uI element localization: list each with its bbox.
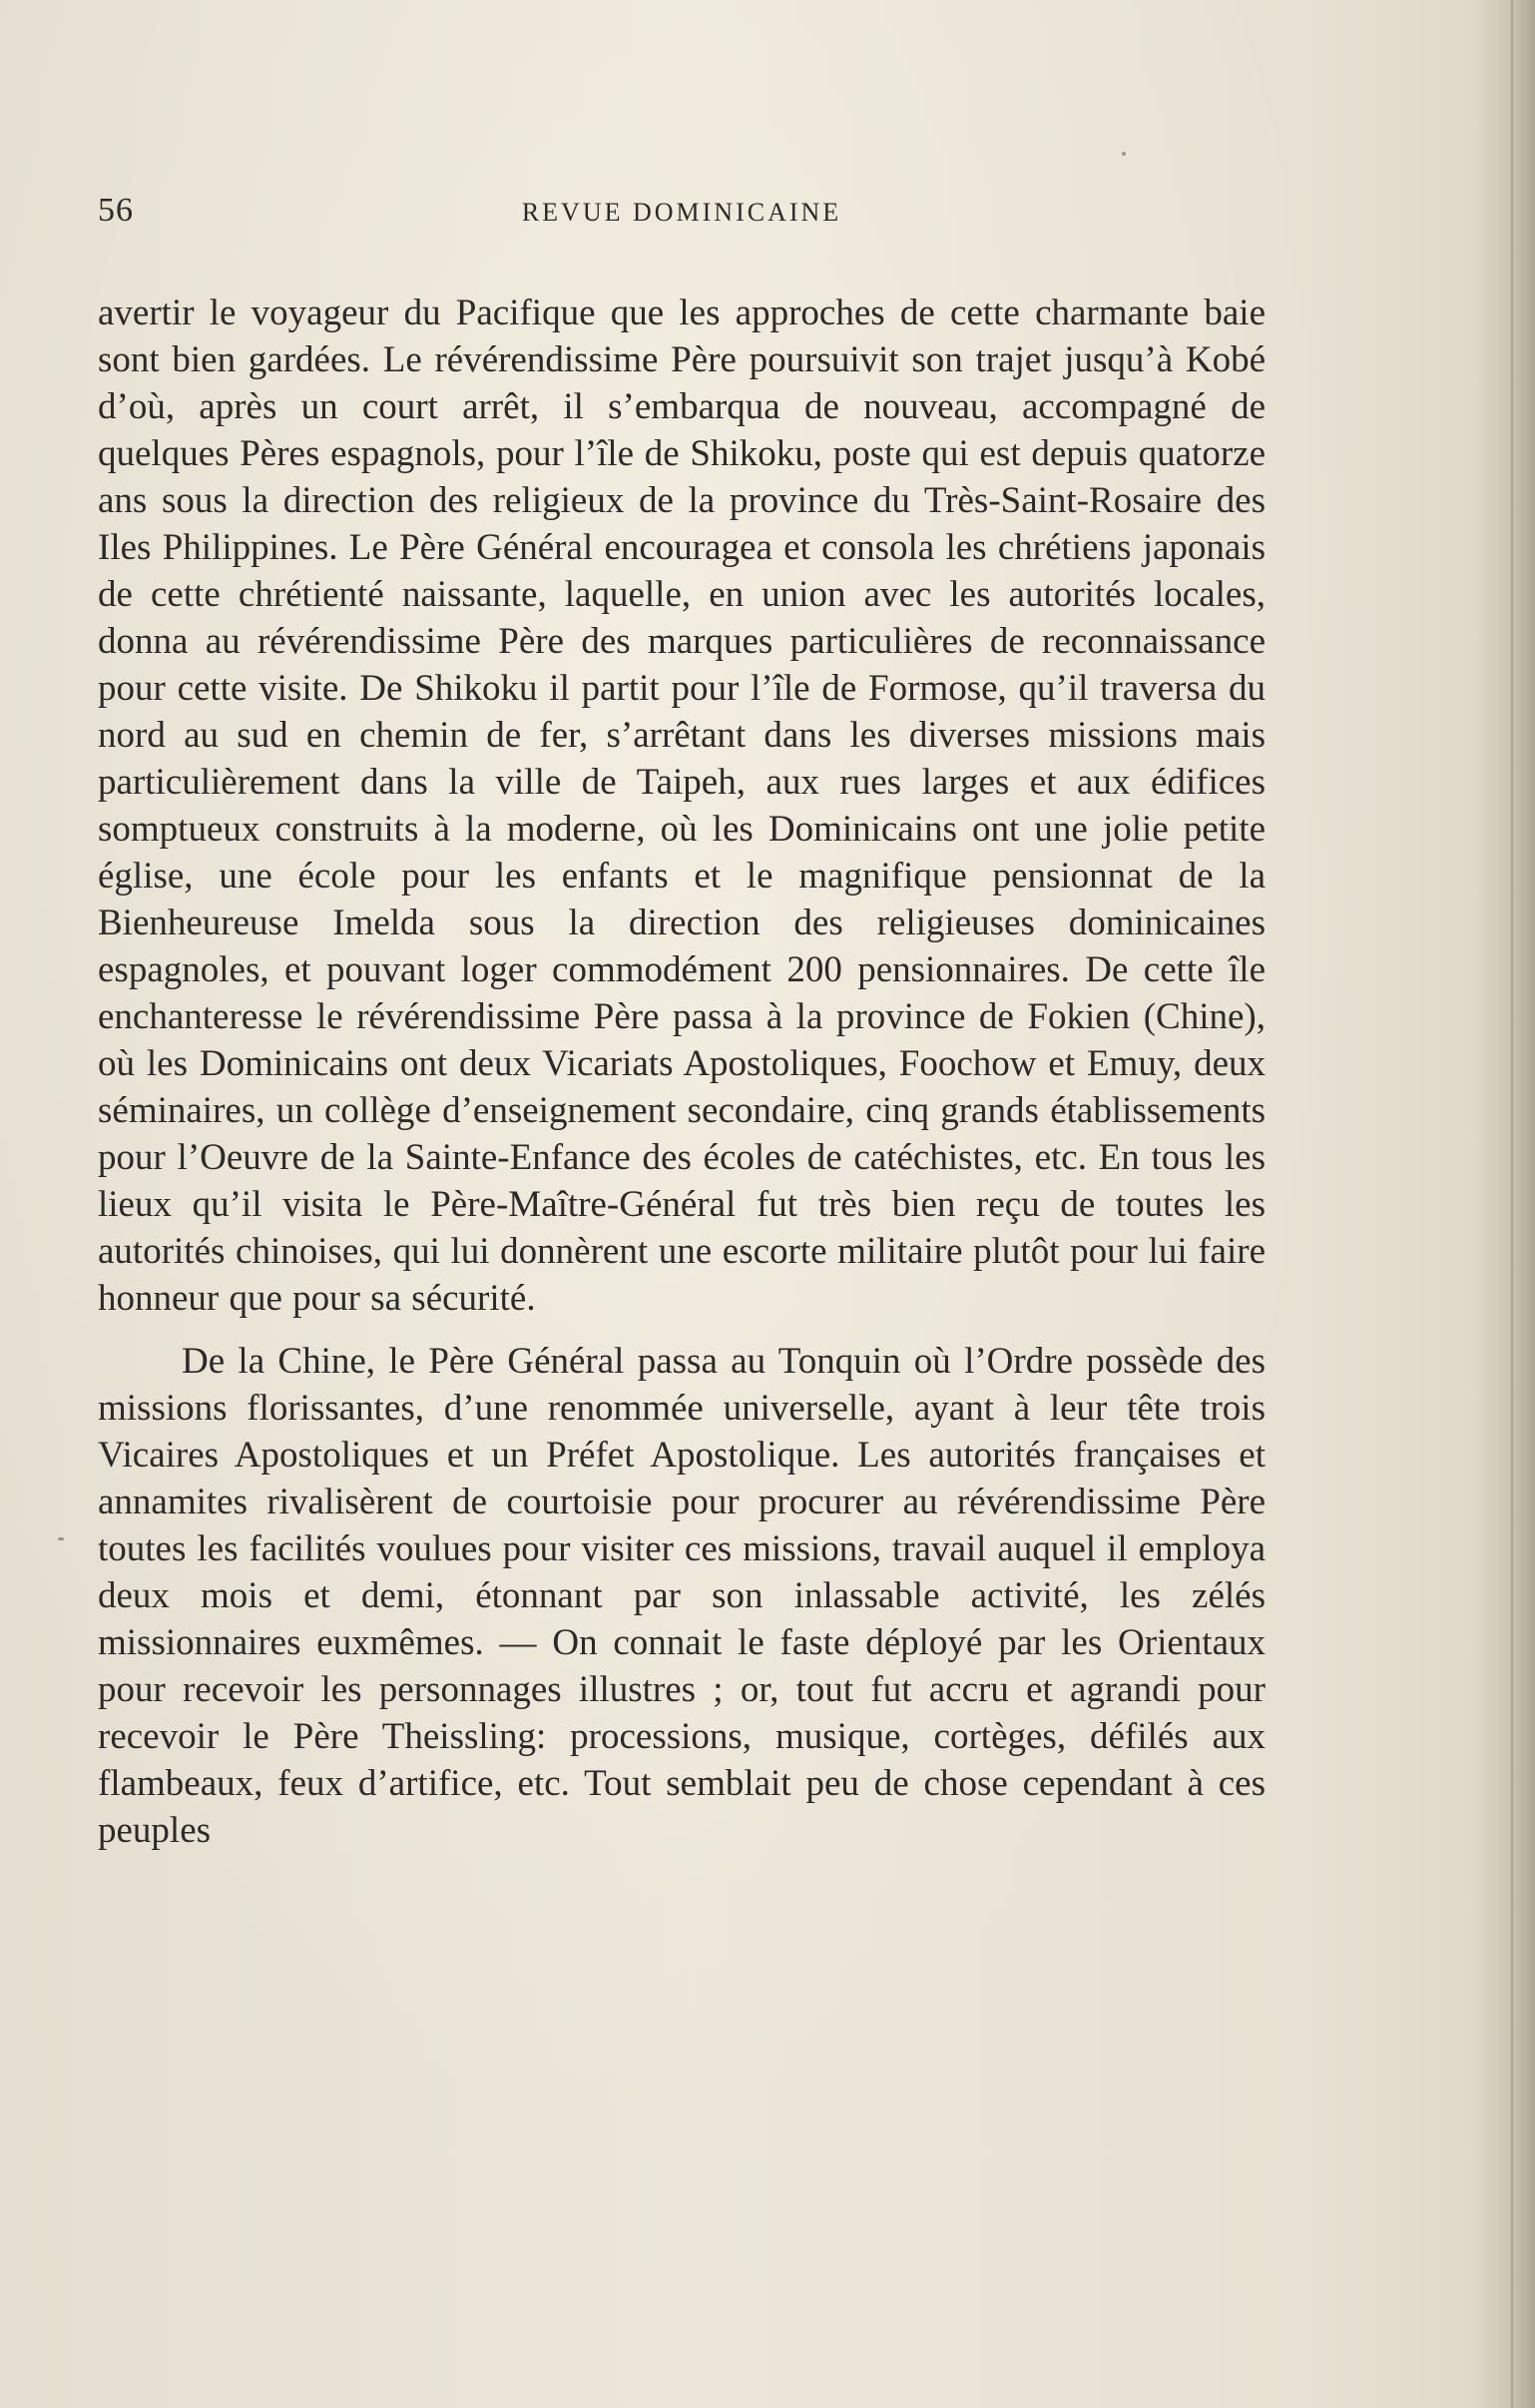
page-header	[98, 192, 1266, 252]
paper-speck	[1122, 152, 1126, 156]
paragraph-2: De la Chine, le Père Général passa au Tonquin où l’Ordre possède des missions florissantes, d’une renommée universelle, ayant à leur tête trois Vicaires Apostoliques et un Préfet Apostolique. Les autorités françaises et annamites rivalisèrent de courtoisie pour procurer au révérendissime Père toutes les facilités voulues pour visiter ces missions, travail auquel il employa deux mois et demi, étonnant par son inlassable activité, les zélés missionnaires euxmêmes. — On connait le faste déployé par les Orientaux pour recevoir les personnages illustres ; or, tout fut accru et agrandi pour recevoir le Père Theissling: processions, musique, cortèges, défilés aux flambeaux, feux d’artifice, etc. Tout semblait peu de chose cependant à ces peuples	[98, 1341, 1266, 1851]
body-text	[98, 290, 1266, 1854]
page-edge-line	[1511, 0, 1513, 2408]
paragraph-1: avertir le voyageur du Pacifique que les approches de cette charmante baie sont bien gardées. Le révérendissime Père poursuivit son trajet jusqu’à Kobé d’où, après un court arrêt, il s’embarqua de nouveau, accompagné de quelques Pères espagnols, pour l’île de Shikoku, poste qui est depuis quatorze ans sous la direction des religieux de la province du Très-Saint-Rosaire des Iles Philippines. Le Père Général encouragea et consola les chrétiens japonais de cette chrétienté naissante, laquelle, en union avec les autorités locales, donna au révérendissime Père des marques particulières de reconnaissance pour cette visite. De Shikoku il partit pour l’île de Formose, qu’il traversa du nord au sud en chemin de fer, s’arrêtant dans les diverses missions mais particulièrement dans la ville de Taipeh, aux rues larges et aux édifices somptueux construits à la moderne, où les Dominicains ont une jolie petite église, une école pour les enfants et le magnifique pensionnat de la Bienheureuse Imelda sous la direction des religieuses dominicaines espagnoles, et pouvant loger commodément 200 pensionnaires. De cette île enchanteresse le révérendissime Père passa à la province de Fokien (Chine), où les Dominicains ont deux Vicariats Apostoliques, Foochow et Emuy, deux séminaires, un collège d’enseignement secondaire, cinq grands établissements pour l’Oeuvre de la Sainte-Enfance des écoles de catéchistes, etc. En tous les lieux qu’il visita le Père-Maître-Général fut très bien reçu de toutes les autorités chinoises, qui lui donnèrent une escorte militaire plutôt pour lui faire honneur que pour sa sécurité.	[98, 293, 1266, 1319]
paper-speck	[58, 1537, 64, 1540]
page-edge-shadow	[1475, 0, 1535, 2408]
page-number: 56	[98, 192, 134, 229]
running-title: REVUE DOMINICAINE	[521, 198, 842, 227]
